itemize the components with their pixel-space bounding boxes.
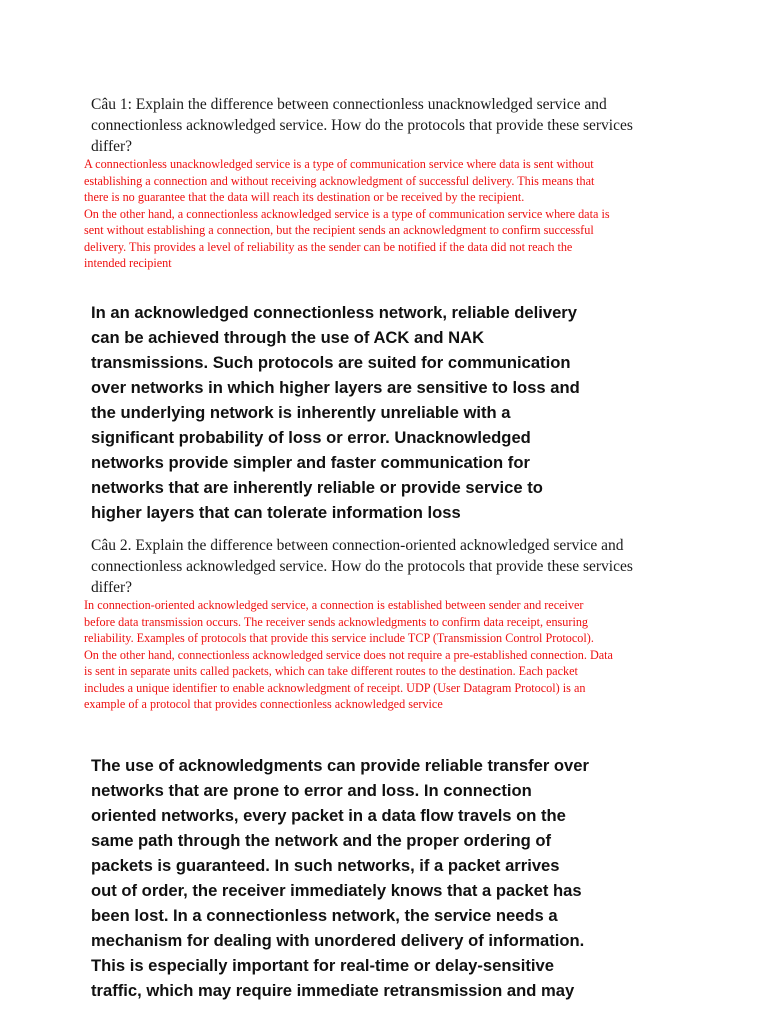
answer-2-red-line: reliability. Examples of protocols that provide this service include TCP (Transmission Control Protocol). [84,631,594,645]
answer-1-bold-line: higher layers that can tolerate information loss [91,503,461,522]
question-2 [91,535,691,598]
answer-1-bold-line: transmissions. Such protocols are suited for communication [91,353,571,372]
answer-2-red-line: In connection-oriented acknowledged service, a connection is established between sender and receiver [84,598,584,612]
question-2-line: differ? [91,579,133,596]
question-2-line: Câu 2. Explain the difference between connection-oriented acknowledged service and [91,537,624,554]
answer-2-red-line: includes a unique identifier to enable acknowledgment of receipt. UDP (User Datagram Protocol) is an [84,680,586,695]
question-1 [91,94,691,157]
answer-2-bold-line: mechanism for dealing with unordered delivery of information. [91,931,585,950]
question-2-line: connectionless acknowledged service. How do the protocols that provide these services [91,558,633,575]
answer-1-red-line: intended recipient [84,256,172,270]
answer-1-red-line: On the other hand, a connectionless acknowledged service is a type of communication service where data is [84,206,610,221]
answer-1-red-line: delivery. This provides a level of reliability as the sender can be notified if the data did not reach the [84,239,573,254]
answer-2-bold-line: same path through the network and the proper ordering of [91,831,552,850]
answer-2-bold-text [91,753,691,1003]
question-1-line: Câu 1: Explain the difference between connectionless unacknowledged service and [91,96,607,113]
answer-2-bold-line: traffic, which may require immediate retransmission and may [91,981,575,1000]
answer-2-bold-line: been lost. In a connectionless network, the service needs a [91,906,558,925]
answer-1-red-text [84,156,684,272]
answer-1-red-line: there is no guarantee that the data will reach its destination or be received by the recipient. [84,190,525,204]
answer-1-red-line: A connectionless unacknowledged service is a type of communication service where data is sent without [84,157,594,171]
answer-2-bold-line: This is especially important for real-time or delay-sensitive [91,956,554,975]
answer-1-red-line: sent without establishing a connection, but the recipient sends an acknowledgment to confirm successful [84,223,594,237]
answer-1-bold-line: networks that are inherently reliable or provide service to [91,478,543,497]
question-1-line: differ? [91,138,133,155]
answer-2-bold-line: oriented networks, every packet in a data flow travels on the [91,806,566,825]
answer-2-bold-line: out of order, the receiver immediately knows that a packet has [91,881,582,900]
answer-1-bold-line: networks provide simpler and faster communication for [91,453,530,472]
answer-1-bold-line: over networks in which higher layers are sensitive to loss and [91,378,580,397]
answer-2-red-line: before data transmission occurs. The receiver sends acknowledgments to confirm data receipt, ensuring [84,614,589,629]
answer-2-red-line: On the other hand, connectionless acknowledged service does not require a pre-established connection. Data [84,647,613,662]
question-1-line: connectionless acknowledged service. How do the protocols that provide these services [91,117,633,134]
answer-1-bold-text [91,300,691,525]
answer-2-bold-line: networks that are prone to error and loss. In connection [91,781,532,800]
answer-1-bold-line: the underlying network is inherently unreliable with a [91,403,511,422]
answer-2-bold-line: The use of acknowledgments can provide reliable transfer over [91,756,589,775]
answer-2-red-line: example of a protocol that provides connectionless acknowledged service [84,697,443,711]
answer-1-bold-line: In an acknowledged connectionless network, reliable delivery [91,303,577,322]
answer-1-red-line: establishing a connection and without receiving acknowledgment of successful delivery. This means that [84,173,595,188]
answer-2-bold-line: packets is guaranteed. In such networks, if a packet arrives [91,856,560,875]
answer-2-red-text [84,597,684,713]
answer-1-bold-line: can be achieved through the use of ACK and NAK [91,328,485,347]
answer-1-bold-line: significant probability of loss or error. Unacknowledged [91,428,531,447]
answer-2-red-line: is sent in separate units called packets, which can take different routes to the destination. Each packet [84,664,578,678]
